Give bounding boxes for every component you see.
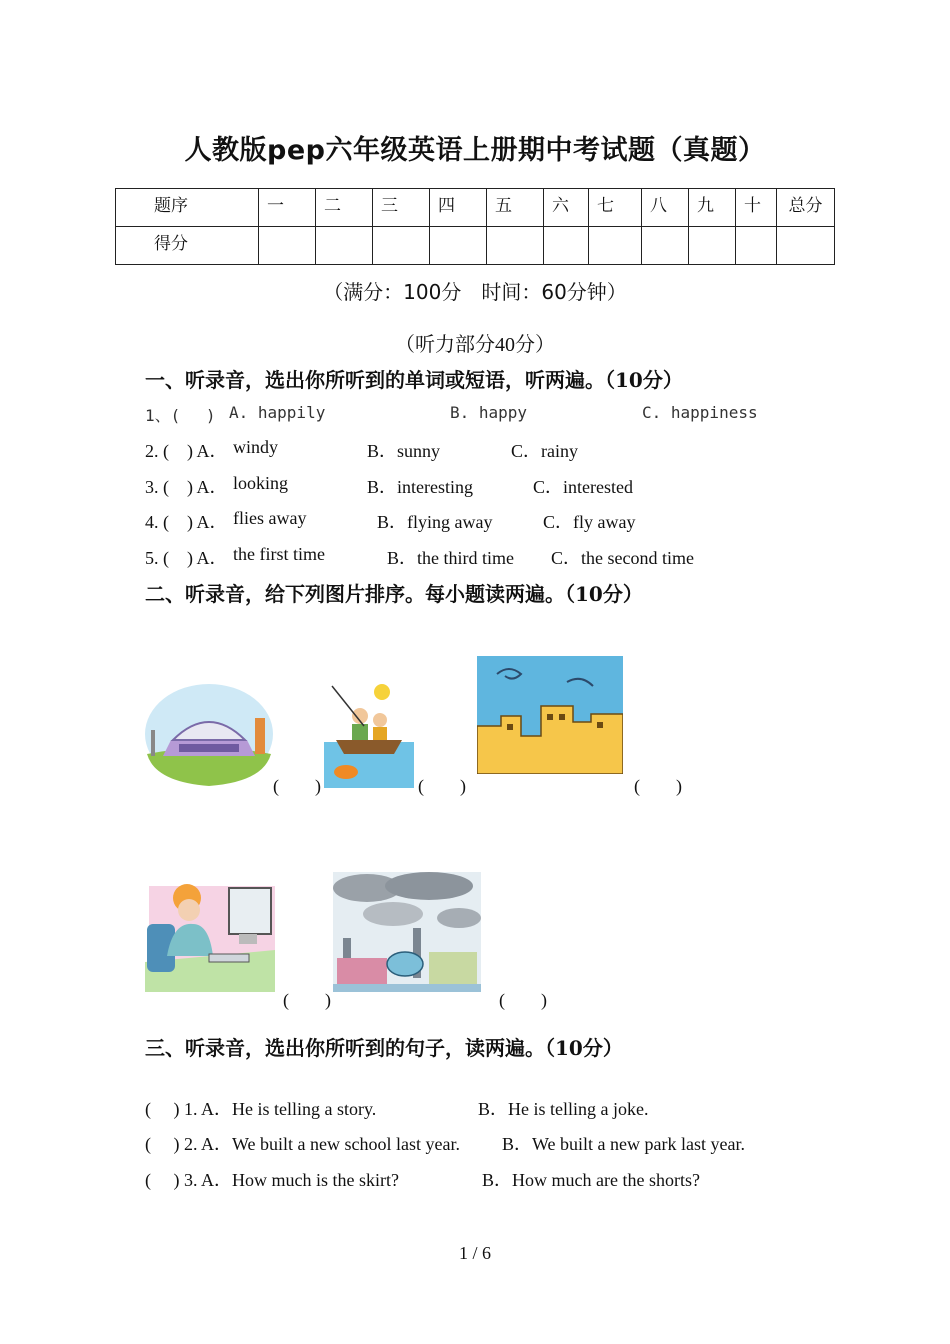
option-c: C．the second time	[551, 548, 694, 568]
option-b: B．flying away	[377, 512, 493, 532]
option-b: B．We built a new park last year.	[502, 1134, 745, 1154]
score-input-cell[interactable]	[373, 227, 430, 265]
question-number: 1、( )	[145, 406, 216, 425]
answer-blank[interactable]: ( )	[418, 776, 466, 796]
question-number: 2. ( ) A．	[145, 441, 228, 461]
table-cell: 五	[487, 189, 544, 227]
stadium-picture	[143, 682, 275, 788]
score-input-cell[interactable]	[430, 227, 487, 265]
score-input-cell[interactable]	[642, 227, 689, 265]
question-number: 4. ( ) A．	[145, 512, 228, 532]
table-cell: 四	[430, 189, 487, 227]
table-cell: 题序	[116, 189, 259, 227]
score-input-cell[interactable]	[259, 227, 316, 265]
option-c: C．interested	[533, 477, 633, 497]
listening-label: （听力部分40分）	[395, 334, 555, 356]
score-input-cell[interactable]	[777, 227, 835, 265]
table-cell: 九	[689, 189, 736, 227]
question-2	[145, 437, 845, 459]
fishing-picture	[324, 680, 414, 788]
question-3	[145, 473, 845, 495]
table-cell: 二	[316, 189, 373, 227]
table-cell: 三	[373, 189, 430, 227]
table-cell: 六	[544, 189, 589, 227]
table-cell: 八	[642, 189, 689, 227]
table-cell: 总分	[777, 189, 835, 227]
table-cell: 一	[259, 189, 316, 227]
table-cell: 十	[736, 189, 777, 227]
option-b: B．the third time	[387, 548, 514, 568]
score-input-cell[interactable]	[316, 227, 373, 265]
score-table	[115, 188, 835, 265]
table-cell: 得分	[116, 227, 259, 265]
option-b: B．How much are the shorts?	[482, 1170, 700, 1190]
question-text: ( ) 3. A．How much is the skirt?	[145, 1170, 399, 1190]
option-b: B．sunny	[367, 441, 441, 461]
polluted-city-picture	[333, 872, 481, 992]
option-c: C．rainy	[511, 441, 578, 461]
sentence-question-2	[145, 1130, 845, 1152]
section1-heading: 一、听录音，选出你所听到的单词或短语，听两遍。（10分）	[145, 368, 683, 392]
sentence-question-3	[145, 1166, 845, 1188]
windy-city-picture	[477, 656, 623, 774]
option-c: C．fly away	[543, 512, 636, 532]
question-text: ( ) 1. A．He is telling a story.	[145, 1099, 377, 1119]
computer-user-picture	[143, 876, 275, 992]
question-text: ( ) 2. A．We built a new school last year.	[145, 1134, 460, 1154]
page-title: 人教版pep六年级英语上册期中考试题（真题）	[184, 135, 766, 166]
answer-blank[interactable]: ( )	[499, 990, 547, 1010]
answer-blank[interactable]: ( )	[273, 776, 321, 796]
option-a: flies away	[233, 508, 307, 528]
score-time-note: （满分：100分 时间：60分钟）	[323, 280, 627, 304]
option-b: B．He is telling a joke.	[478, 1099, 649, 1119]
score-input-cell[interactable]	[736, 227, 777, 265]
option-a: looking	[233, 473, 289, 493]
option-a: windy	[233, 437, 278, 457]
question-number: 5. ( ) A．	[145, 548, 228, 568]
question-4	[145, 508, 845, 530]
answer-blank[interactable]: ( )	[634, 776, 682, 796]
option-a: A. happily	[229, 403, 326, 422]
sentence-question-1	[145, 1095, 845, 1117]
score-input-cell[interactable]	[589, 227, 642, 265]
page-number: 1 / 6	[458, 1243, 491, 1263]
option-c: C. happiness	[642, 403, 758, 422]
option-b: B. happy	[450, 403, 528, 422]
score-table-score-row	[116, 227, 835, 265]
option-b: B．interesting	[367, 477, 473, 497]
score-input-cell[interactable]	[689, 227, 736, 265]
question-1	[145, 403, 845, 425]
section2-heading: 二、听录音，给下列图片排序。每小题读两遍。（10分）	[145, 582, 643, 606]
section3-heading: 三、听录音，选出你所听到的句子，读两遍。（10分）	[145, 1036, 623, 1060]
score-input-cell[interactable]	[487, 227, 544, 265]
option-a: the first time	[233, 544, 325, 564]
score-input-cell[interactable]	[544, 227, 589, 265]
question-5	[145, 544, 845, 566]
question-number: 3. ( ) A．	[145, 477, 228, 497]
answer-blank[interactable]: ( )	[283, 990, 331, 1010]
score-table-header-row	[116, 189, 835, 227]
table-cell: 七	[589, 189, 642, 227]
